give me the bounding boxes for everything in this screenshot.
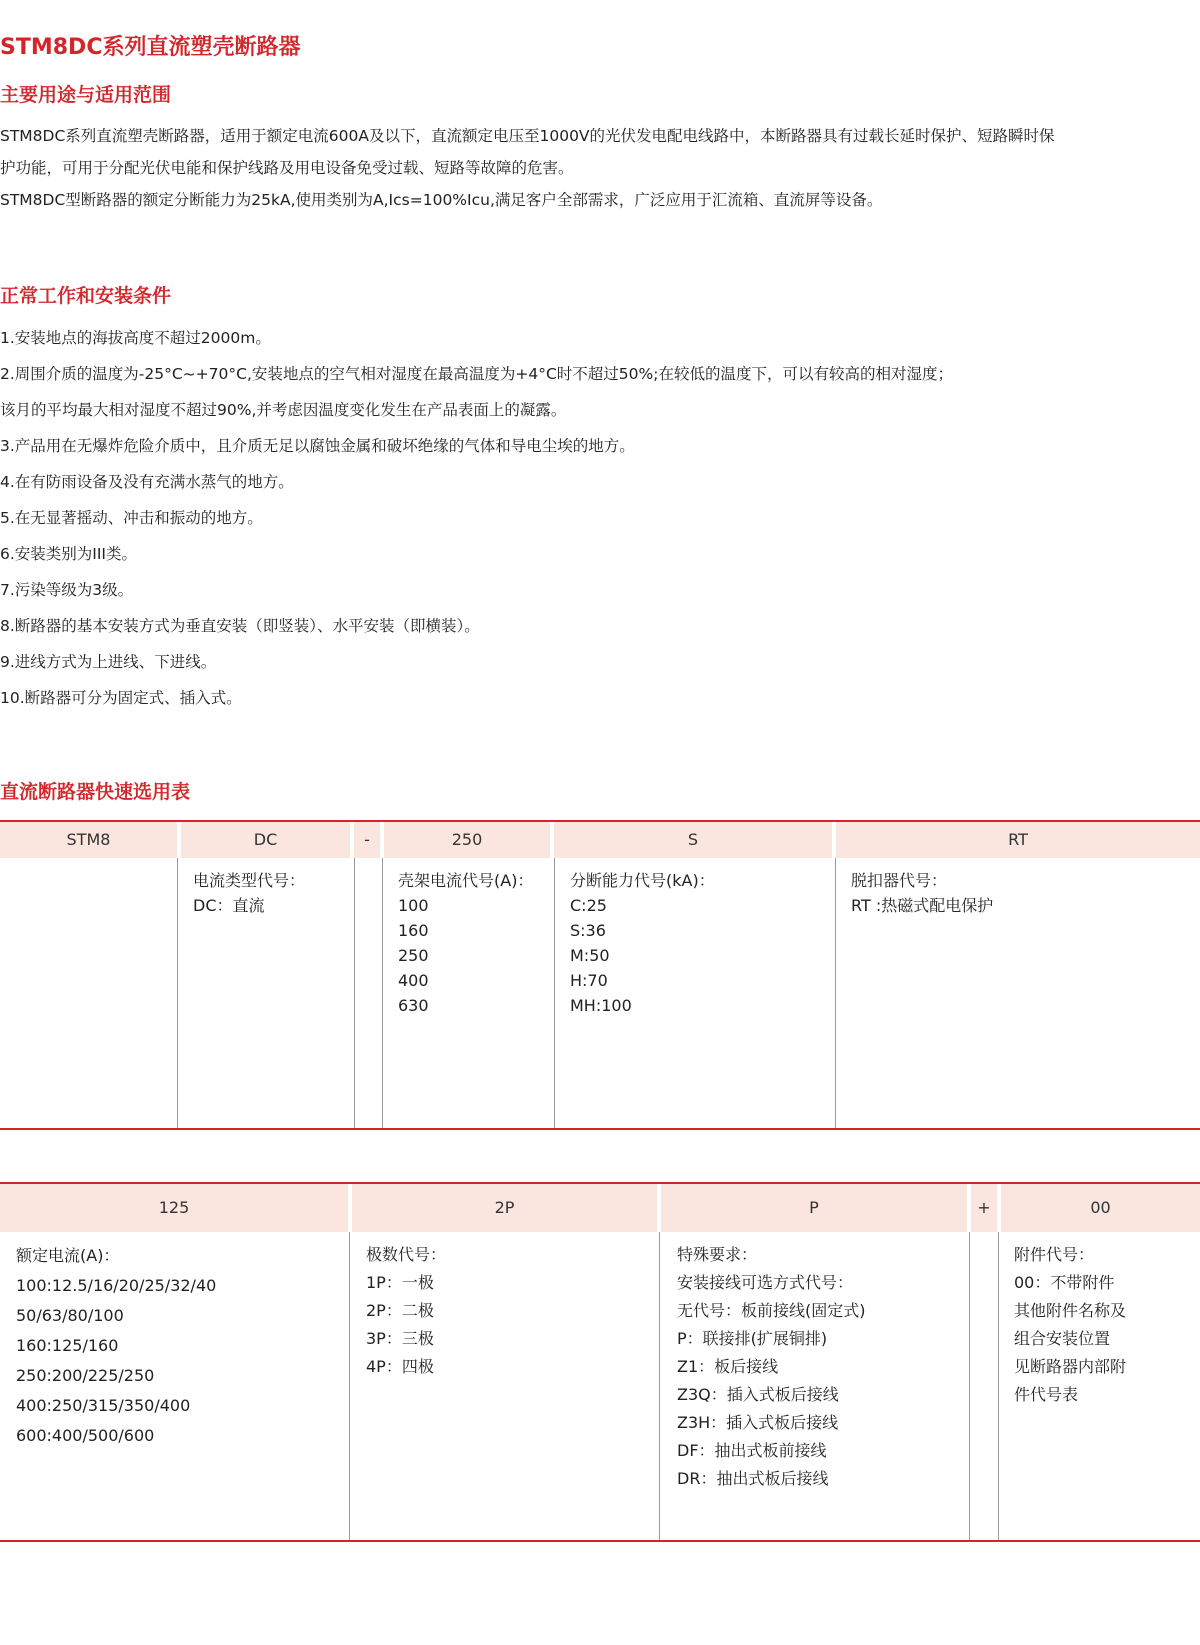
table2-cell-poles: 极数代号： 1P：一极 2P：二极 3P：三极 4P：四极 <box>366 1245 447 1376</box>
section-heading-conditions: 正常工作和安装条件 <box>0 285 172 307</box>
usage-line-1: STM8DC系列直流塑壳断路器，适用于额定电流600A及以下，直流额定电压至1000V的光伏发电配电线路中，本断路器具有过载长延时保护、短路瞬时保 <box>0 127 1055 145</box>
table1-header-breaking: S <box>554 822 832 858</box>
condition-line-9: 8.断路器的基本安装方式为垂直安装（即竖装）、水平安装（即横装）。 <box>0 617 480 635</box>
table1-header-release: RT <box>836 822 1200 858</box>
table2-header-current: 125 <box>0 1184 348 1232</box>
table1-cell-release: 脱扣器代号： RT :热磁式配电保护 <box>851 871 994 915</box>
table1-divider <box>177 858 178 1128</box>
table1-divider <box>354 858 355 1128</box>
table1-header-series: STM8 <box>0 822 177 858</box>
table1-cell-type: 电流类型代号： DC：直流 <box>193 871 306 915</box>
table1-bottom-rule <box>0 1128 1200 1130</box>
table2-cell-accessory: 附件代号： 00：不带附件 其他附件名称及 组合安装位置 见断路器内部附 件代号表 <box>1014 1245 1127 1404</box>
table1-cell-breaking: 分断能力代号(kA)： C:25 S:36 M:50 H:70 MH:100 <box>570 871 715 1015</box>
table1-divider <box>382 858 383 1128</box>
table2-bottom-rule <box>0 1540 1200 1542</box>
table2-header-plus: + <box>971 1184 997 1232</box>
section-heading-selection: 直流断路器快速选用表 <box>0 781 191 803</box>
usage-line-3: STM8DC型断路器的额定分断能力为25kA,使用类别为A,Ics=100%Icu,满足客户全部需求，广泛应用于汇流箱、直流屏等设备。 <box>0 191 883 209</box>
page-title: STM8DC系列直流塑壳断路器 <box>0 35 301 60</box>
condition-line-3: 该月的平均最大相对湿度不超过90%,并考虑因温度变化发生在产品表面上的凝露。 <box>0 401 567 419</box>
condition-line-1: 1.安装地点的海拔高度不超过2000m。 <box>0 329 271 347</box>
condition-line-8: 7.污染等级为3级。 <box>0 581 134 599</box>
condition-line-5: 4.在有防雨设备及没有充满水蒸气的地方。 <box>0 473 294 491</box>
table2-divider <box>349 1232 350 1540</box>
condition-line-2: 2.周围介质的温度为-25°C~+70°C,安装地点的空气相对湿度在最高温度为+4°C时不超过50%;在较低的温度下，可以有较高的相对湿度； <box>0 365 953 383</box>
condition-line-7: 6.安装类别为III类。 <box>0 545 138 563</box>
table1-cell-frame: 壳架电流代号(A)： 100 160 250 400 630 <box>398 871 534 1015</box>
condition-line-11: 10.断路器可分为固定式、插入式。 <box>0 689 242 707</box>
usage-line-2: 护功能，可用于分配光伏电能和保护线路及用电设备免受过载、短路等故障的危害。 <box>0 159 574 177</box>
table1-header-type: DC <box>181 822 350 858</box>
condition-line-6: 5.在无显著摇动、冲击和振动的地方。 <box>0 509 263 527</box>
table2-divider <box>998 1232 999 1540</box>
condition-line-10: 9.进线方式为上进线、下进线。 <box>0 653 217 671</box>
table1-header-dash: - <box>354 822 380 858</box>
condition-line-4: 3.产品用在无爆炸危险介质中，且介质无足以腐蚀金属和破坏绝缘的气体和导电尘埃的地方。 <box>0 437 635 455</box>
table2-header-poles: 2P <box>352 1184 657 1232</box>
table1-divider <box>554 858 555 1128</box>
table1-divider <box>835 858 836 1128</box>
table2-cell-current: 额定电流(A)： 100:12.5/16/20/25/32/40 50/63/80/100 160:125/160 250:200/225/250 400:250/315/350/400 600:400/500/600 <box>16 1246 217 1445</box>
table2-divider <box>659 1232 660 1540</box>
table2-divider <box>969 1232 970 1540</box>
table2-header-accessory: 00 <box>1001 1184 1200 1232</box>
table1-header-frame: 250 <box>384 822 550 858</box>
table2-header-special: P <box>661 1184 967 1232</box>
section-heading-usage: 主要用途与适用范围 <box>0 84 172 106</box>
table2-cell-special: 特殊要求： 安装接线可选方式代号： 无代号：板前接线(固定式) P：联接排(扩展铜排) Z1：板后接线 Z3Q：插入式板后接线 Z3H：插入式板后接线 DF：抽出式板前接线 DR：抽出式板后接线 <box>677 1245 866 1488</box>
